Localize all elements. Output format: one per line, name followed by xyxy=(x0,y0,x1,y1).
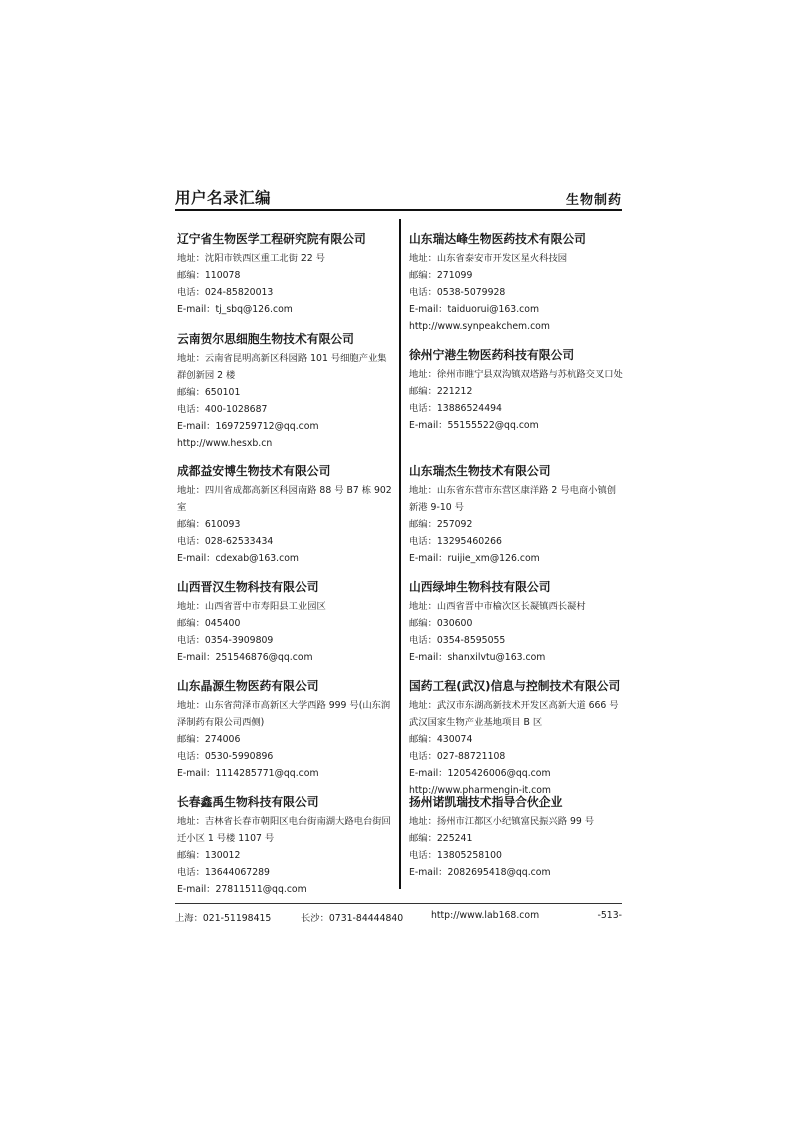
company-address: 地址：山西省晋中市寿阳县工业园区 xyxy=(177,601,326,612)
company-address: 地址：吉林省长春市朝阳区电台街南湖大路电台街回迁小区 1 号楼 1107 号 xyxy=(177,816,391,844)
company-name: 扬州诺凯瑞技术指导合伙企业 xyxy=(409,795,563,809)
header-rule xyxy=(175,209,622,211)
company-phone: 电话：027-88721108 xyxy=(409,751,506,762)
company-entry xyxy=(409,580,624,666)
company-email: E-mail：27811511@qq.com xyxy=(177,884,307,895)
company-name: 辽宁省生物医学工程研究院有限公司 xyxy=(177,232,366,246)
company-email: E-mail：taiduorui@163.com xyxy=(409,304,540,315)
column-divider xyxy=(399,219,401,889)
company-phone: 电话：13644067289 xyxy=(177,867,270,878)
company-name: 山东晶源生物医药有限公司 xyxy=(177,679,319,693)
footer-rule xyxy=(175,903,622,904)
company-entry xyxy=(177,795,392,898)
company-phone: 电话：400-1028687 xyxy=(177,404,268,415)
company-address: 地址：山东省泰安市开发区星火科技园 xyxy=(409,253,568,264)
company-entry xyxy=(409,795,624,881)
company-postcode: 邮编：221212 xyxy=(409,386,473,397)
page-number: -513- xyxy=(597,910,622,921)
company-entry xyxy=(409,232,624,335)
company-phone: 电话：13805258100 xyxy=(409,850,502,861)
company-entry xyxy=(177,679,392,782)
company-postcode: 邮编：274006 xyxy=(177,734,241,745)
company-website: http://www.pharmengin-it.com xyxy=(409,785,551,796)
company-postcode: 邮编：225241 xyxy=(409,833,473,844)
company-phone: 电话：0354-8595055 xyxy=(409,635,506,646)
company-name: 成都益安博生物技术有限公司 xyxy=(177,464,331,478)
company-phone: 电话：0538-5079928 xyxy=(409,287,506,298)
company-postcode: 邮编：030600 xyxy=(409,618,473,629)
company-postcode: 邮编：271099 xyxy=(409,270,473,281)
company-entry xyxy=(177,464,392,567)
company-name: 山西晋汉生物科技有限公司 xyxy=(177,580,319,594)
company-postcode: 邮编：045400 xyxy=(177,618,241,629)
company-phone: 电话：0530-5990896 xyxy=(177,751,274,762)
company-name: 云南贺尔思细胞生物技术有限公司 xyxy=(177,332,354,346)
company-name: 国药工程(武汉)信息与控制技术有限公司 xyxy=(409,679,621,693)
company-postcode: 邮编：110078 xyxy=(177,270,241,281)
company-postcode: 邮编：610093 xyxy=(177,519,241,530)
footer-shanghai-phone: 上海：021-51198415 xyxy=(175,913,272,924)
company-phone: 电话：13295460266 xyxy=(409,536,502,547)
company-email: E-mail：cdexab@163.com xyxy=(177,553,299,564)
company-address: 地址：山东省菏泽市高新区大学西路 999 号(山东润泽制药有限公司西侧) xyxy=(177,700,391,728)
company-address: 地址：扬州市江都区小纪镇富民振兴路 99 号 xyxy=(409,816,595,827)
company-email: E-mail：55155522@qq.com xyxy=(409,420,539,431)
company-address: 地址：云南省昆明高新区科园路 101 号细胞产业集群创新园 2 楼 xyxy=(177,353,387,381)
company-website: http://www.synpeakchem.com xyxy=(409,321,550,332)
company-name: 山东瑞杰生物技术有限公司 xyxy=(409,464,551,478)
company-email: E-mail：1205426006@qq.com xyxy=(409,768,551,779)
company-address: 地址：四川省成都高新区科园南路 88 号 B7 栋 902 室 xyxy=(177,485,392,513)
company-email: E-mail：1697259712@qq.com xyxy=(177,421,319,432)
footer-changsha-phone: 长沙：0731-84444840 xyxy=(301,913,404,924)
company-website: http://www.hesxb.cn xyxy=(177,438,273,449)
company-postcode: 邮编：650101 xyxy=(177,387,241,398)
company-address: 地址：徐州市睢宁县双沟镇双塔路与苏杭路交叉口处 xyxy=(409,369,623,380)
section-title: 生物制药 xyxy=(565,193,622,208)
company-name: 山东瑞达峰生物医药技术有限公司 xyxy=(409,232,586,246)
page-header xyxy=(175,186,622,210)
company-postcode: 邮编：430074 xyxy=(409,734,473,745)
company-address: 地址：山西省晋中市榆次区长凝镇西长凝村 xyxy=(409,601,586,612)
company-email: E-mail：tj_sbq@126.com xyxy=(177,304,293,315)
company-address: 地址：山东省东营市东营区康洋路 2 号电商小镇创新港 9-10 号 xyxy=(409,485,617,513)
company-phone: 电话：13886524494 xyxy=(409,403,502,414)
company-entry xyxy=(177,332,392,452)
footer-website-link[interactable]: http://www.lab168.com xyxy=(431,910,540,921)
company-email: E-mail：1114285771@qq.com xyxy=(177,768,319,779)
page-footer xyxy=(175,910,622,924)
company-name: 长春鑫禹生物科技有限公司 xyxy=(177,795,319,809)
company-email: E-mail：251546876@qq.com xyxy=(177,652,313,663)
company-entry xyxy=(409,464,624,567)
company-name: 徐州宁港生物医药科技有限公司 xyxy=(409,348,575,362)
company-phone: 电话：0354-3909809 xyxy=(177,635,274,646)
company-entry xyxy=(177,580,392,666)
company-address: 地址：武汉市东湖高新技术开发区高新大道 666 号武汉国家生物产业基地项目 B 区 xyxy=(409,700,619,728)
company-phone: 电话：028-62533434 xyxy=(177,536,274,547)
company-entry xyxy=(409,348,624,434)
company-email: E-mail：ruijie_xm@126.com xyxy=(409,553,540,564)
company-entry xyxy=(177,232,392,318)
company-address: 地址：沈阳市铁西区重工北街 22 号 xyxy=(177,253,325,264)
company-entry xyxy=(409,679,624,799)
company-email: E-mail：shanxilvtu@163.com xyxy=(409,652,546,663)
company-postcode: 邮编：257092 xyxy=(409,519,473,530)
company-postcode: 邮编：130012 xyxy=(177,850,241,861)
company-email: E-mail：2082695418@qq.com xyxy=(409,867,551,878)
page-title: 用户名录汇编 xyxy=(175,189,272,207)
company-name: 山西绿坤生物科技有限公司 xyxy=(409,580,551,594)
company-phone: 电话：024-85820013 xyxy=(177,287,274,298)
